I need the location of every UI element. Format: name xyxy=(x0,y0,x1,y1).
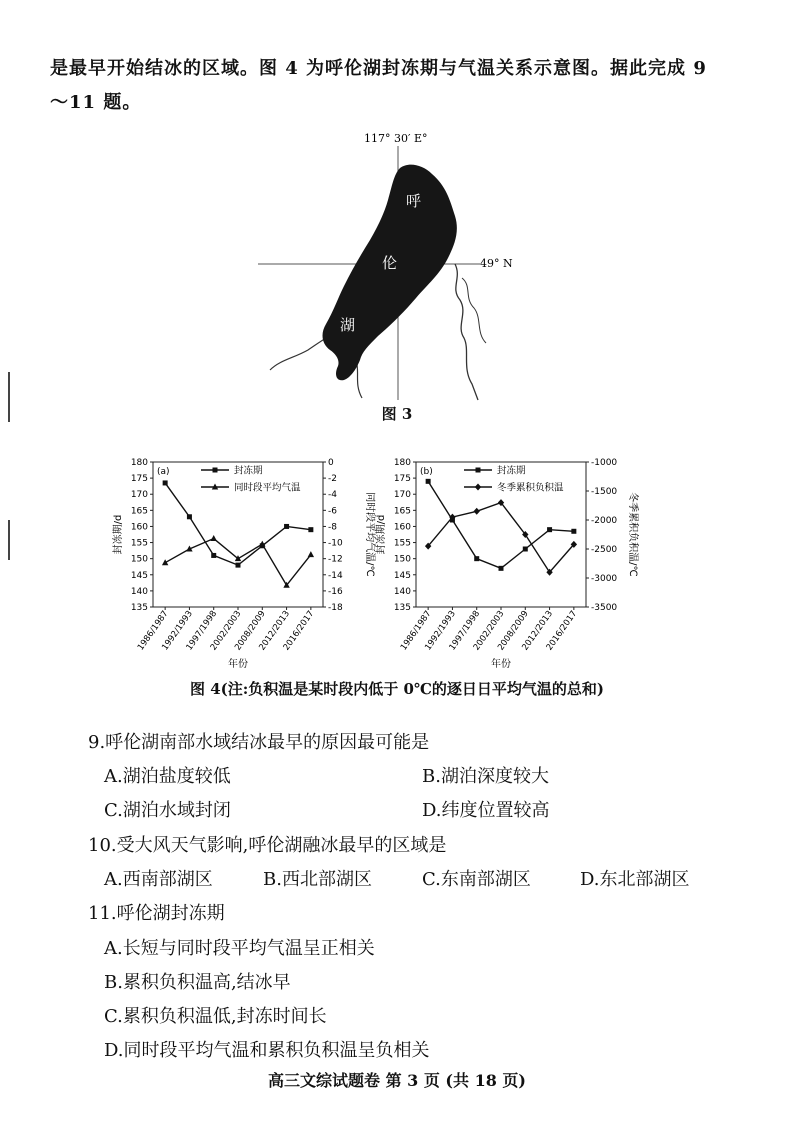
left-tick-label: 180 xyxy=(393,458,411,468)
x-tick-label: 2008/2009 xyxy=(233,608,268,653)
left-axis-title: 封冻期/d xyxy=(376,514,387,555)
left-tick-label: 175 xyxy=(393,474,411,485)
right-tick-label: -16 xyxy=(328,586,343,597)
x-tick-label: 2008/2009 xyxy=(496,608,531,653)
right-tick-label: -1000 xyxy=(591,458,618,468)
x-tick-label: 2012/2013 xyxy=(257,608,293,653)
left-tick-label: 175 xyxy=(130,474,148,485)
legend-marker xyxy=(213,468,218,473)
left-axis-title: 封冻期/d xyxy=(113,514,124,555)
left-tick-label: 170 xyxy=(393,490,411,501)
chart-b xyxy=(368,452,708,677)
data-point-square xyxy=(163,480,168,485)
left-tick-label: 140 xyxy=(393,586,411,597)
data-point-square xyxy=(187,514,192,519)
data-point-square xyxy=(426,479,431,484)
question-10-option-c: C.东南部湖区 xyxy=(422,869,531,890)
right-tick-label: -8 xyxy=(328,522,337,533)
question-10-option-d: D.东北部湖区 xyxy=(580,869,690,890)
right-tick-label: -2000 xyxy=(591,516,618,526)
data-point-square xyxy=(211,553,216,558)
longitude-label: 117° 30′ E° xyxy=(364,132,428,145)
legend-label: 冬季累积负积温 xyxy=(497,482,564,494)
right-axis-title: 同时段平均气温/℃ xyxy=(364,492,375,577)
x-tick-label: 1986/1987 xyxy=(135,608,171,653)
right-axis-title: 冬季累积负积温/℃ xyxy=(627,492,638,577)
river-east-2 xyxy=(462,278,486,343)
scan-edge-mark xyxy=(8,520,10,560)
x-tick-label: 1992/1993 xyxy=(160,608,195,653)
right-tick-label: -18 xyxy=(328,603,343,613)
figure-4-caption: 图 4(注:负积温是某时段内低于 0℃的逐日日平均气温的总和) xyxy=(189,680,605,698)
x-tick-label: 1986/1987 xyxy=(398,608,434,653)
x-tick-label: 2016/2017 xyxy=(281,608,317,653)
left-tick-label: 165 xyxy=(130,506,148,517)
question-9-option-d: D.纬度位置较高 xyxy=(422,800,550,821)
left-tick-label: 135 xyxy=(393,603,411,613)
left-tick-label: 135 xyxy=(130,603,148,613)
x-axis-title: 年份 xyxy=(491,659,511,670)
question-10-option-b: B.西北部湖区 xyxy=(263,869,372,890)
x-tick-label: 2002/2003 xyxy=(471,608,507,653)
figure-3-map xyxy=(250,128,530,403)
left-tick-label: 160 xyxy=(393,522,411,533)
left-tick-label: 155 xyxy=(130,538,148,549)
question-11-option-d: D.同时段平均气温和累积负积温呈负相关 xyxy=(104,1040,430,1061)
data-point-triangle xyxy=(211,535,217,541)
figure-3-caption: 图 3 xyxy=(381,405,413,423)
question-9-option-c: C.湖泊水域封闭 xyxy=(104,800,231,821)
data-point-square xyxy=(284,524,289,529)
intro-paragraph xyxy=(50,52,750,120)
question-11-option-c: C.累积负积温低,封冻时间长 xyxy=(104,1006,327,1027)
lake-char-1: 呼 xyxy=(406,192,422,210)
left-tick-label: 145 xyxy=(393,570,411,581)
left-tick-label: 165 xyxy=(393,506,411,517)
series-line xyxy=(428,503,574,573)
question-9-stem: 9.呼伦湖南部水域结冰最早的原因最可能是 xyxy=(88,732,430,753)
lake-char-3: 湖 xyxy=(340,316,356,334)
left-tick-label: 155 xyxy=(393,538,411,549)
right-tick-label: -2 xyxy=(328,474,337,485)
intro-line-2: ～11 题。 xyxy=(50,92,142,113)
right-tick-label: -14 xyxy=(328,570,343,581)
latitude-label: 49° N xyxy=(480,257,513,270)
question-10-option-a: A.西南部湖区 xyxy=(104,869,213,890)
right-tick-label: 0 xyxy=(328,458,334,468)
left-tick-label: 170 xyxy=(130,490,148,501)
legend-marker xyxy=(476,468,481,473)
series-line xyxy=(165,539,311,586)
right-tick-label: -3500 xyxy=(591,603,618,613)
legend-label: 同时段平均气温 xyxy=(234,482,301,494)
left-tick-label: 150 xyxy=(393,554,411,565)
data-point-triangle xyxy=(308,551,314,557)
scan-edge-mark xyxy=(8,372,10,422)
data-point-square xyxy=(571,529,576,534)
question-11-stem: 11.呼伦湖封冻期 xyxy=(88,903,225,924)
left-tick-label: 160 xyxy=(130,522,148,533)
data-point-square xyxy=(523,547,528,552)
right-tick-label: -10 xyxy=(328,538,343,549)
data-point-diamond xyxy=(474,508,480,515)
legend-label: 封冻期 xyxy=(497,465,526,477)
right-tick-label: -1500 xyxy=(591,487,618,497)
question-10-stem: 10.受大风天气影响,呼伦湖融冰最早的区域是 xyxy=(88,835,447,856)
x-tick-label: 1992/1993 xyxy=(423,608,458,653)
question-11-option-a: A.长短与同时段平均气温呈正相关 xyxy=(104,938,375,959)
x-tick-label: 1997/1998 xyxy=(184,608,220,653)
question-9-option-a: A.湖泊盐度较低 xyxy=(104,766,231,787)
left-tick-label: 180 xyxy=(130,458,148,468)
left-tick-label: 140 xyxy=(130,586,148,597)
x-tick-label: 1997/1998 xyxy=(447,608,483,653)
data-point-square xyxy=(308,527,313,532)
lake-body xyxy=(323,165,457,381)
panel-label: (b) xyxy=(420,467,433,477)
series-line xyxy=(428,481,574,568)
data-point-square xyxy=(547,527,552,532)
page-footer: 高三文综试题卷 第 3 页 (共 18 页) xyxy=(268,1071,526,1090)
data-point-square xyxy=(474,556,479,561)
lake-char-2: 伦 xyxy=(382,254,398,272)
right-tick-label: -12 xyxy=(328,554,343,565)
left-tick-label: 150 xyxy=(130,554,148,565)
legend-label: 封冻期 xyxy=(234,465,263,477)
x-axis-title: 年份 xyxy=(228,659,248,670)
legend-marker xyxy=(475,484,481,491)
x-tick-label: 2002/2003 xyxy=(208,608,244,653)
panel-label: (a) xyxy=(157,467,170,477)
intro-line-1: 是最早开始结冰的区域。图 4 为呼伦湖封冻期与气温关系示意图。据此完成 9 xyxy=(50,58,707,79)
right-tick-label: -2500 xyxy=(591,545,618,555)
x-tick-label: 2016/2017 xyxy=(544,608,580,653)
x-tick-label: 2012/2013 xyxy=(520,608,556,653)
right-tick-label: -6 xyxy=(328,506,337,517)
right-tick-label: -4 xyxy=(328,490,337,501)
question-11-option-b: B.累积负积温高,结冰早 xyxy=(104,972,291,993)
data-point-square xyxy=(236,563,241,568)
left-tick-label: 145 xyxy=(130,570,148,581)
right-tick-label: -3000 xyxy=(591,574,618,584)
question-9-option-b: B.湖泊深度较大 xyxy=(422,766,549,787)
data-point-square xyxy=(499,566,504,571)
